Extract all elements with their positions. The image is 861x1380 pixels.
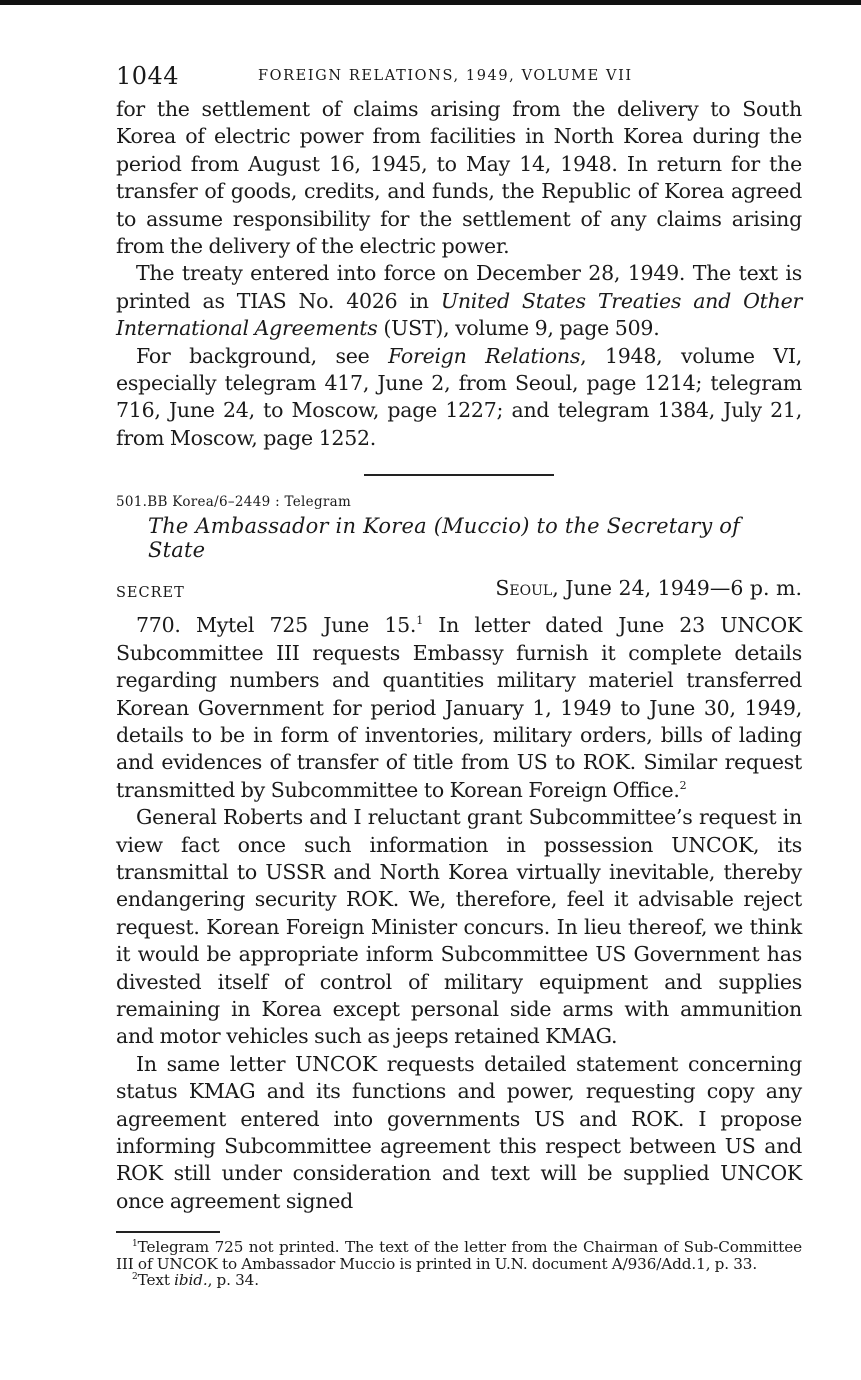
intro-paragraph-1: for the settlement of claims arising from the delivery to South Korea of electric power from facilities in North Korea during the period from August 16, 1945, to May 14, 1948. In return for the transfer of goods, credits, and funds, the Republic of Korea agreed to assume responsibility for the settlement of any claims arising from the delivery of the electric power. (116, 97, 802, 259)
intro-paragraph-3: For background, see Foreign Relations, 1948, volume VI, especially telegram 417, June 2, from Seoul, page 1214; telegram 716, June 24, to Moscow, page 1227; and telegram 1384, July 21, from Moscow, page 1252. (116, 343, 802, 450)
footnote-1: $^1$Telegram 725 not printed. The text of the letter from the Chairman of Sub-Committee III of UNCOK to Ambassador Muccio is printed in U.N. document A/936/Add.1, p. 33. (116, 1238, 802, 1273)
classification-label: SECRET (116, 585, 185, 602)
date-time: , June 24, 1949—6 p. m. (552, 576, 802, 601)
footnote-1-mark: 1 (132, 1239, 138, 1250)
place-and-date (495, 576, 802, 600)
treaty-series-title: United States Treaties and Other International Agreements (116, 288, 803, 341)
footnote-2: $^2$Text ibid., p. 34. (132, 1271, 259, 1290)
intro-paragraph-2: The treaty entered into force on December 28, 1949. The text is printed as TIAS No. 4026 in United States Treaties and Other International Agreements (UST), volume 9, page 509. (116, 261, 803, 341)
foreign-relations-title: Foreign Relations (388, 343, 581, 368)
section-divider (364, 474, 554, 476)
telegram-paragraph-3: In same letter UNCOK requests detailed statement concerning status KMAG and its functions and power, requesting copy any agreement entered into governments US and ROK. I propose informing Subcommittee agreement this respect between US and ROK still under consideration and text will be supplied UNCOK once agreement signed (116, 1051, 802, 1213)
document-page (116, 58, 802, 1289)
footnote-2-mark: 2 (132, 1272, 138, 1283)
telegram-paragraph-1: 770. Mytel 725 June 15.$^1$ In letter dated June 23 UNCOK Subcommittee III requests Embassy furnish it complete details regarding numbers and quantities military materiel transferred Korean Government for period January 1, 1949 to June 30, 1949, details to be in form of inventories, military orders, bills of lading and evidences of transfer of title from US to ROK. Similar request transmitted by Subcommittee to Korean Foreign Office.$^2$ (116, 613, 802, 802)
dateline (116, 576, 802, 612)
page-number: 1044 (116, 62, 180, 90)
running-head: FOREIGN RELATIONS, 1949, VOLUME VII (258, 68, 633, 84)
telegram-paragraph-2: General Roberts and I reluctant grant Subcommittee’s request in view fact once such information in possession UNCOK, its transmittal to USSR and North Korea virtually inevitable, thereby endangering security ROK. We, therefore, feel it advisable reject request. Korean Foreign Minister concurs. In lieu thereof, we think it would be appropriate inform Subcommittee US Government has divested itself of control of military equipment and supplies remaining in Korea except personal side arms with ammunition and motor vehicles such as jeeps retained KMAG. (116, 805, 802, 1049)
place-name: Seoul (495, 576, 553, 601)
page-header (116, 58, 802, 96)
document-title: The Ambassador in Korea (Muccio) to the Secretary of State (148, 514, 741, 563)
footnote-ref-2: 2 (679, 778, 687, 792)
file-reference: 501.BB Korea/6–2449 : Telegram (116, 494, 352, 511)
footnote-rule (116, 1231, 220, 1233)
footnote-ref-1: 1 (416, 614, 423, 628)
page-top-border (0, 0, 861, 5)
